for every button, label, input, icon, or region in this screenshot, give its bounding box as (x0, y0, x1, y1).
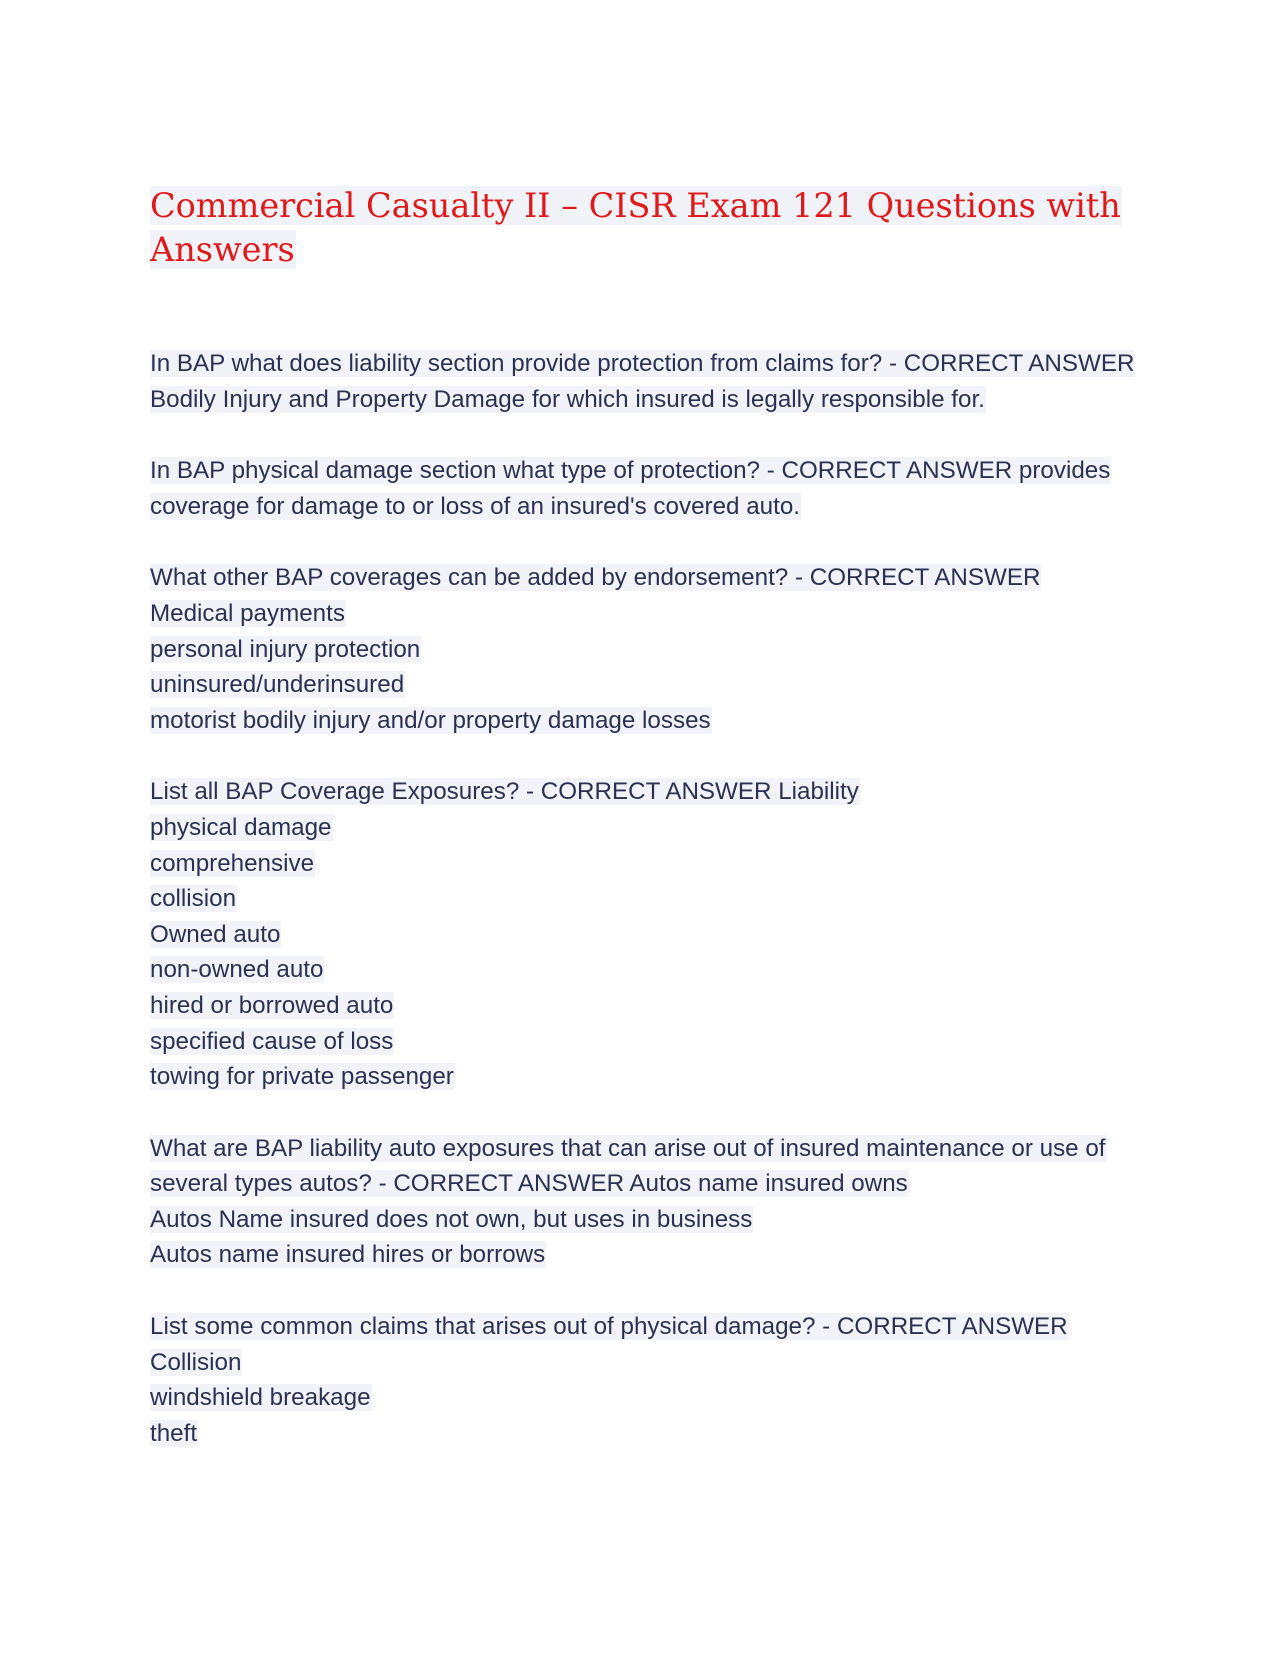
answer-line: theft (150, 1419, 198, 1447)
qa-item (150, 1131, 1140, 1273)
answer-line: non-owned auto (150, 956, 324, 984)
answer-line: uninsured/underinsured (150, 671, 405, 699)
answer-line: Autos name insured hires or borrows (150, 1241, 546, 1269)
qa-item (150, 346, 1140, 417)
answer-line: Collision (150, 1348, 242, 1376)
answer-line: physical damage (150, 813, 332, 841)
answer-line: towing for private passenger (150, 1063, 454, 1091)
qa-item (150, 774, 1140, 1094)
answer-line: specified cause of loss (150, 1027, 394, 1055)
document-body (150, 184, 1140, 1487)
answer-line: Autos Name insured does not own, but uses in business (150, 1205, 753, 1233)
answer-line: Owned auto (150, 920, 281, 948)
answer-line: windshield breakage (150, 1384, 371, 1412)
document-title-text: Commercial Casualty II – CISR Exam 121 Questions with Answers (150, 186, 1121, 269)
answer-line: personal injury protection (150, 635, 421, 663)
answer-line: motorist bodily injury and/or property damage losses (150, 706, 711, 734)
answer-line: Medical payments (150, 599, 345, 627)
qa-item (150, 453, 1140, 524)
answer-line: hired or borrowed auto (150, 991, 394, 1019)
qa-item (150, 1309, 1140, 1451)
qa-question: List some common claims that arises out of physical damage? - CORRECT ANSWER (150, 1313, 1068, 1341)
document-title (150, 184, 1140, 272)
qa-question: In BAP physical damage section what type of protection? - CORRECT ANSWER provides coverage for damage to or loss of an insured's covered auto. (150, 457, 1111, 520)
qa-question: What other BAP coverages can be added by endorsement? - CORRECT ANSWER (150, 564, 1041, 592)
qa-item (150, 560, 1140, 738)
answer-line: comprehensive (150, 849, 315, 877)
qa-question: What are BAP liability auto exposures that can arise out of insured maintenance or use of several types autos? - CORRECT ANSWER Autos name insured owns (150, 1134, 1106, 1198)
qa-question: List all BAP Coverage Exposures? - CORRECT ANSWER Liability (150, 778, 859, 806)
qa-question: In BAP what does liability section provide protection from claims for? - CORRECT ANSWER Bodily Injury and Property Damage for which insured is legally responsible for. (150, 350, 1135, 413)
answer-line: collision (150, 885, 237, 913)
